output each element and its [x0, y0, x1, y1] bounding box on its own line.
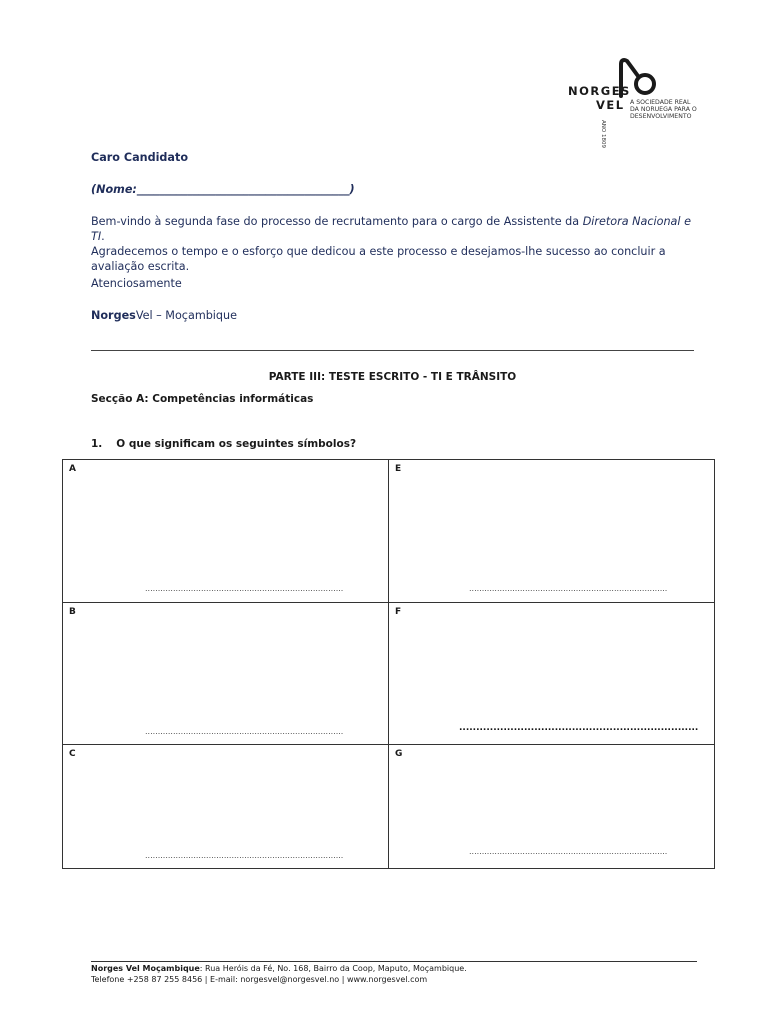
intro-paragraph: Bem-vindo à segunda fase do processo de recrutamento para o cargo de Assistente da Diretora Nacional e TI. Agradecemos o tempo e o esforço que dedicou a este processo e desejamos-lhe sucesso ao concluir a avaliação escrita. [91, 215, 691, 273]
logo-word-norges: NORGES [568, 84, 631, 98]
footer-divider [91, 961, 697, 962]
footer-address: : Rua Heróis da Fé, No. 168, Bairro da Coop, Maputo, Moçambique. [199, 964, 467, 973]
cell-letter: E [395, 464, 402, 474]
cell-letter: G [395, 749, 403, 759]
cell-f [389, 603, 715, 745]
name-line: (Nome:______________________________________) [91, 183, 355, 196]
cell-letter: C [69, 749, 76, 759]
cell-letter: B [69, 607, 76, 617]
answer-line-a[interactable]: .............................................................................. [145, 584, 344, 593]
answer-line-e[interactable]: .............................................................................. [469, 584, 668, 593]
logo-word-vel: VEL [596, 98, 625, 112]
closing: Atenciosamente [91, 277, 182, 290]
answer-line-c[interactable]: .............................................................................. [145, 851, 344, 860]
answer-line-f[interactable]: ...................................................................... [459, 723, 699, 733]
answer-line-g[interactable]: .............................................................................. [469, 847, 668, 856]
question-1: 1. O que significam os seguintes símbolos? [91, 438, 357, 450]
section-title: Secção A: Competências informáticas [91, 393, 314, 405]
divider [91, 350, 694, 351]
greeting: Caro Candidato [91, 151, 189, 164]
cell-c [63, 745, 389, 869]
part-title: PARTE III: TESTE ESCRITO - TI E TRÂNSITO [268, 371, 517, 383]
cell-e [389, 460, 715, 603]
logo-tagline: A SOCIEDADE REAL DA NORUEGA PARA O DESENVOLVIMENTO [630, 99, 697, 121]
signature: NorgesVel – Moçambique [91, 309, 237, 322]
cell-letter: A [69, 464, 76, 474]
cell-letter: F [395, 607, 402, 617]
norges-vel-logo [566, 58, 706, 148]
cell-b [63, 603, 389, 745]
cell-g [389, 745, 715, 869]
footer-org: Norges Vel Moçambique [91, 964, 200, 973]
footer-contact: Telefone +258 87 255 8456 | E-mail: norgesvel@norgesvel.no | www.norgesvel.com [91, 975, 428, 984]
symbols-answer-grid [62, 459, 715, 869]
logo-year: ANO 1809 [600, 120, 606, 148]
footer [91, 963, 467, 985]
answer-line-b[interactable]: .............................................................................. [145, 727, 344, 736]
cell-a [63, 460, 389, 603]
